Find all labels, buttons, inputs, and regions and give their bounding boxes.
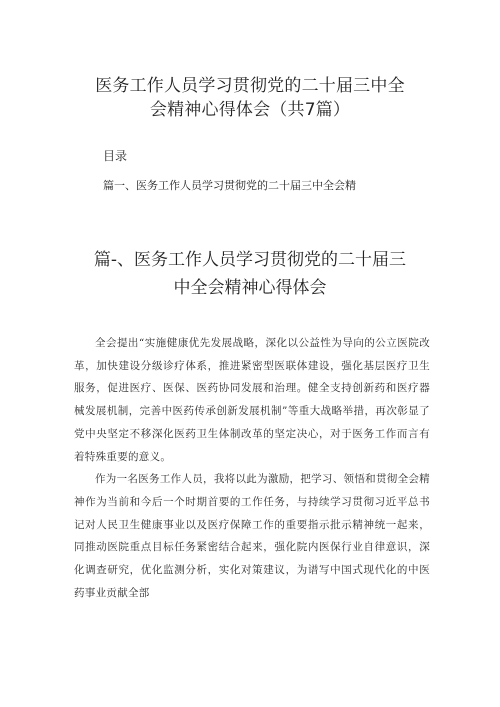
- document-title-line-1: 医务工作人员学习贯彻党的二十届三中全: [95, 76, 405, 96]
- body-paragraph: 全会提出“实施健康优先发展战略，深化以公益性为导向的公立医院改革，加快建设分级诊疗体系，推进紧密型医联体建设，强化基层医疗卫生服务，促进医疗、医保、医药协同发展和治理。健全支持创新药和医疗器械发展机制，完善中医药传承创新发展机制”等重大战略举措，再次彰显了党中央坚定不移深化医药卫生体制改革的坚定决心，对于医务工作而言有着特殊重要的意义。: [74, 337, 430, 463]
- section-title-line-1: 篇-、医务工作人员学习贯彻党的二十届三: [93, 250, 407, 270]
- body-paragraph: 作为一名医务工作人员，我将以此为激励，把学习、领悟和贯彻全会精神作为当前和今后一个时期首要的工作任务，与持续学习贯彻习近平总书记对人民卫生健康事业以及医疗保障工作的重要指示批示精神统一起来，同推动医院重点目标任务紧密结合起来，强化院内医保行业自律意识，深化调查研究，优化监测分析，实化对策建议，为谱写中国式现代化的中医药事业贡献全部: [74, 473, 430, 599]
- document-title: [60, 74, 440, 122]
- toc-item[interactable]: 篇一、医务工作人员学习贯彻党的二十届三中全会精: [103, 179, 356, 192]
- body-text: [74, 332, 430, 604]
- document-title-line-2: 会精神心得体会（共7篇）: [149, 100, 351, 120]
- section-title-line-2: 中全会精神心得体会: [173, 278, 327, 298]
- section-title: [60, 246, 440, 302]
- toc-heading: 目录: [103, 149, 128, 163]
